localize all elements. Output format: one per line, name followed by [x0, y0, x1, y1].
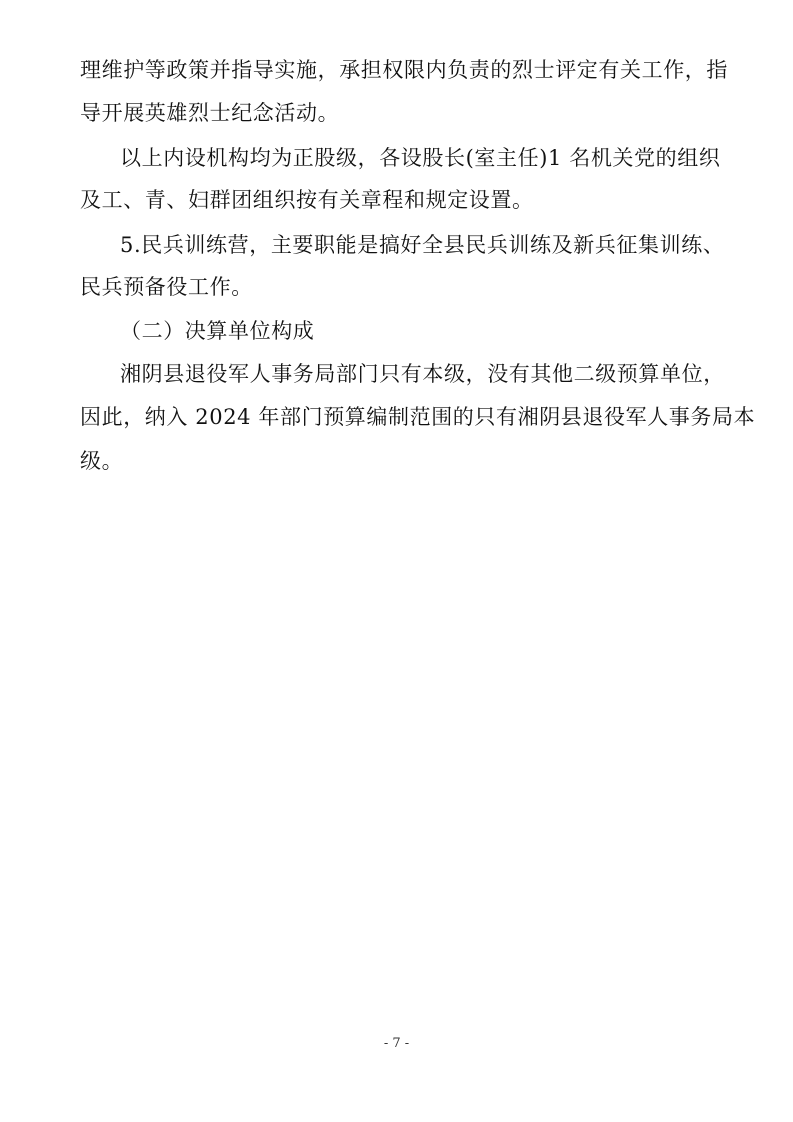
section-heading: （二）决算单位构成 — [120, 319, 315, 343]
paragraph-line-9: 因此，纳入 2024 年部门预算编制范围的只有湘阴县退役军人事务局本 — [80, 405, 756, 429]
paragraph-line-6: 民兵预备役工作。 — [80, 275, 253, 299]
page-number: - 7 - — [383, 1036, 410, 1051]
paragraph-line-8: 湘阴县退役军人事务局部门只有本级，没有其他二级预算单位， — [120, 362, 725, 386]
paragraph-line-5: 5.民兵训练营，主要职能是搞好全县民兵训练及新兵征集训练、 — [120, 233, 725, 257]
paragraph-line-3: 以上内设机构均为正股级，各设股长(室主任)1 名机关党的组织 — [120, 146, 721, 170]
paragraph-line-10: 级。 — [80, 449, 124, 473]
paragraph-line-2: 导开展英雄烈士纪念活动。 — [80, 101, 340, 125]
paragraph-line-4: 及工、青、妇群团组织按有关章程和规定设置。 — [80, 188, 534, 212]
paragraph-line-1: 理维护等政策并指导实施，承担权限内负责的烈士评定有关工作，指 — [80, 58, 728, 82]
